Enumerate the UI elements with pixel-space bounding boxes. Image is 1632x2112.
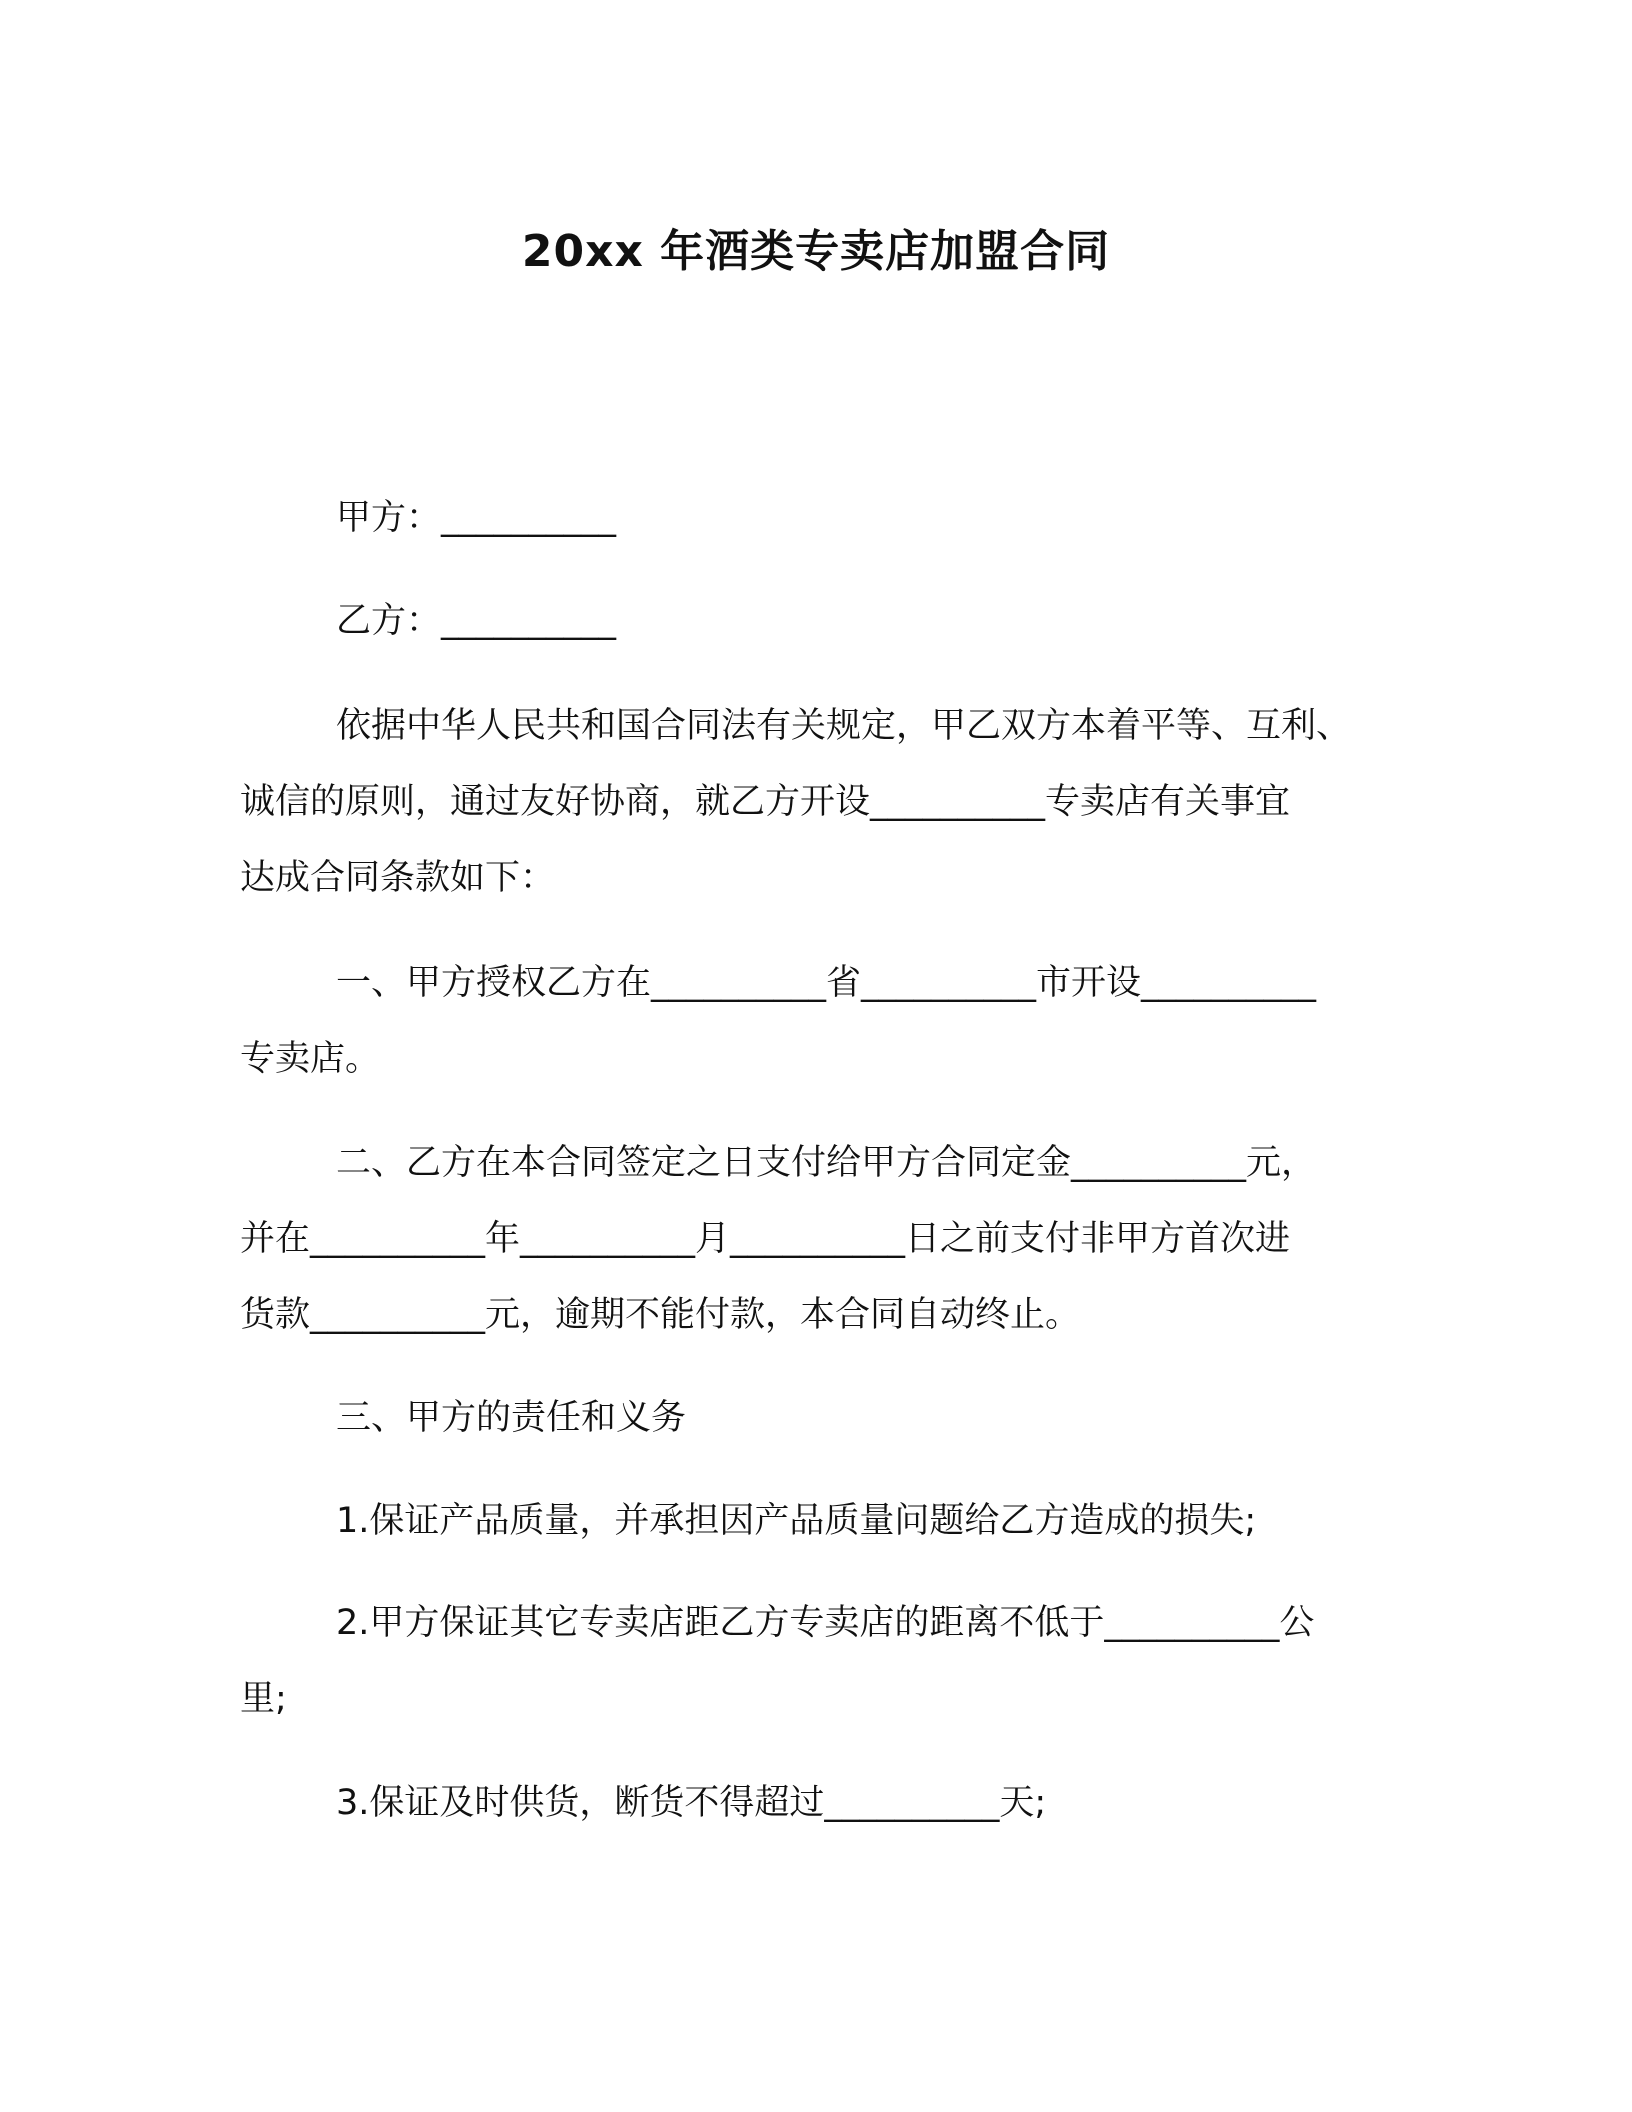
clause-3-heading [240, 1380, 1390, 1456]
party-a-text: 甲方：__________ [336, 498, 617, 538]
clause-1-line-1: 一、甲方授权乙方在__________省__________市开设__________ [336, 963, 1317, 1003]
item-3 [240, 1765, 1390, 1841]
intro-line-2: 诚信的原则，通过友好协商，就乙方开设__________专卖店有关事宜 [240, 782, 1291, 822]
clause-1-line-2: 专卖店。 [240, 1039, 381, 1079]
clause-2-paragraph [240, 1125, 1390, 1353]
intro-line-3: 达成合同条款如下： [240, 858, 556, 898]
party-b-text: 乙方：__________ [336, 601, 617, 641]
intro-line-1: 依据中华人民共和国合同法有关规定，甲乙双方本着平等、互利、 [336, 706, 1352, 746]
item-3-text: 3.保证及时供货，断货不得超过__________天; [336, 1783, 1047, 1823]
party-b-line [240, 583, 1390, 659]
clause-3-heading-text: 三、甲方的责任和义务 [336, 1398, 687, 1438]
document-title: 20xx 年酒类专卖店加盟合同 [521, 226, 1111, 277]
clause-1-paragraph [240, 945, 1390, 1097]
clause-2-line-1: 二、乙方在本合同签定之日支付给甲方合同定金__________元， [336, 1143, 1317, 1183]
clause-2-line-3: 货款__________元，逾期不能付款，本合同自动终止。 [240, 1295, 1081, 1335]
clause-2-line-2: 并在__________年__________月__________日之前支付非甲方首次进 [240, 1219, 1291, 1259]
item-1 [240, 1483, 1390, 1559]
intro-paragraph [240, 688, 1390, 916]
item-2 [240, 1585, 1390, 1737]
item-1-text: 1.保证产品质量，并承担因产品质量问题给乙方造成的损失; [336, 1501, 1257, 1541]
item-2-line-2: 里; [240, 1679, 287, 1719]
item-2-line-1: 2.甲方保证其它专卖店距乙方专卖店的距离不低于__________公 [336, 1603, 1315, 1643]
party-a-line [240, 480, 1390, 556]
